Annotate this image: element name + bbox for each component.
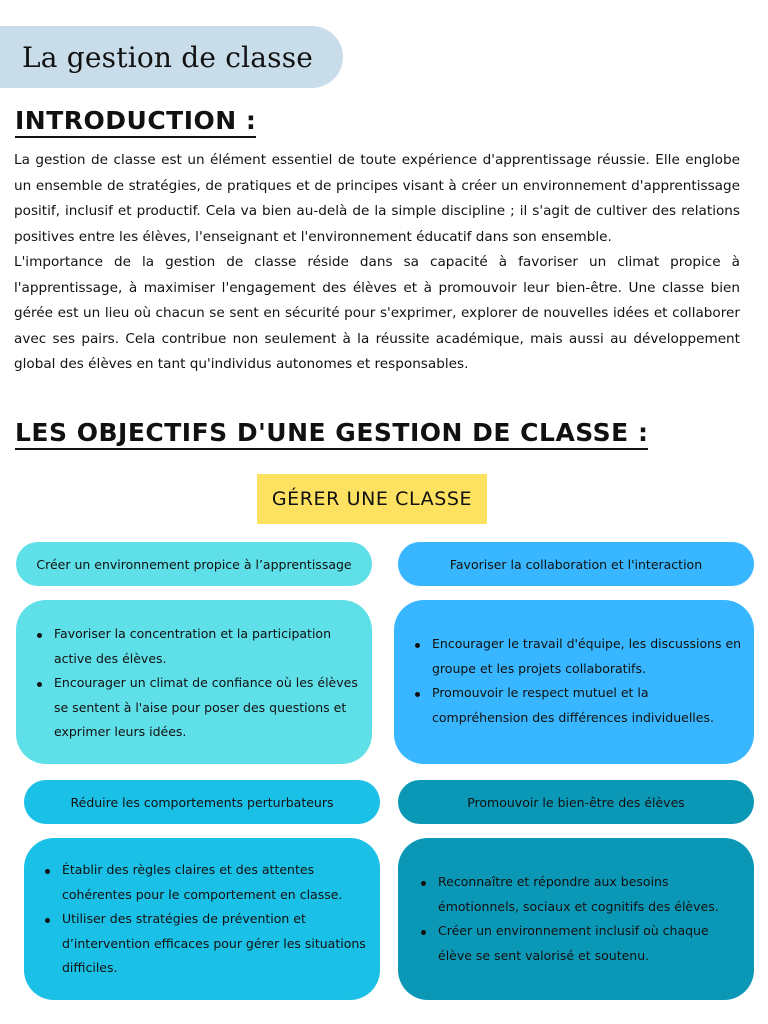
objective-card-1 — [16, 600, 372, 764]
objective-title-1: Créer un environnement propice à l’apprentissage — [16, 542, 372, 586]
page-title: La gestion de classe — [22, 40, 314, 74]
list-item: Créer un environnement inclusif où chaque élève se sent valorisé et soutenu. — [414, 919, 742, 968]
list-item: Favoriser la concentration et la participation active des élèves. — [30, 622, 358, 671]
objective-title-2: Favoriser la collaboration et l'interaction — [398, 542, 754, 586]
list-item: Encourager le travail d'équipe, les discussions en groupe et les projets collaboratifs. — [408, 632, 748, 681]
objective-title-3: Réduire les comportements perturbateurs — [24, 780, 380, 824]
intro-paragraph-1: La gestion de classe est un élément essentiel de toute expérience d'apprentissage réussie. Elle englobe un ensemble de stratégies, de pratiques et de principes visant à créer un environnement d'apprentissage positif, inclusif et productif. Cela va bien au-delà de la simple discipline ; il s'agit de cultiver des relations positives entre les élèves, l'enseignant et l'environnement éducatif dans son ensemble. — [14, 152, 740, 245]
intro-paragraph-2: L'importance de la gestion de classe réside dans sa capacité à favoriser un climat propice à l'apprentissage, à maximiser l'engagement des élèves et à promouvoir leur bien-être. Une classe bien gérée est un lieu où chacun se sent en sécurité pour s'exprimer, explorer de nouvelles idées et collaborer avec ses pairs. Cela contribue non seulement à la réussite académique, mais aussi au développement global des élèves en tant qu'individus autonomes et responsables. — [14, 254, 740, 372]
objective-card-3 — [24, 838, 380, 1000]
list-item: Promouvoir le respect mutuel et la compréhension des différences individuelles. — [408, 681, 748, 730]
introduction-heading: INTRODUCTION : — [15, 106, 256, 135]
objective-title-4: Promouvoir le bien-être des élèves — [398, 780, 754, 824]
list-item: Encourager un climat de confiance où les élèves se sentent à l'aise pour poser des questions et exprimer leurs idées. — [30, 671, 358, 745]
center-label: GÉRER UNE CLASSE — [271, 488, 473, 510]
center-label-box — [257, 474, 487, 524]
list-item: Utiliser des stratégies de prévention et d’intervention efficaces pour gérer les situations difficiles. — [38, 907, 368, 981]
list-item: Établir des règles claires et des attentes cohérentes pour le comportement en classe. — [38, 858, 368, 907]
objective-card-2 — [394, 600, 754, 764]
objective-card-4 — [398, 838, 754, 1000]
list-item: Reconnaître et répondre aux besoins émotionnels, sociaux et cognitifs des élèves. — [414, 870, 742, 919]
objectives-heading: LES OBJECTIFS D'UNE GESTION DE CLASSE : — [15, 418, 648, 447]
title-banner — [0, 26, 343, 88]
introduction-body — [14, 148, 740, 378]
